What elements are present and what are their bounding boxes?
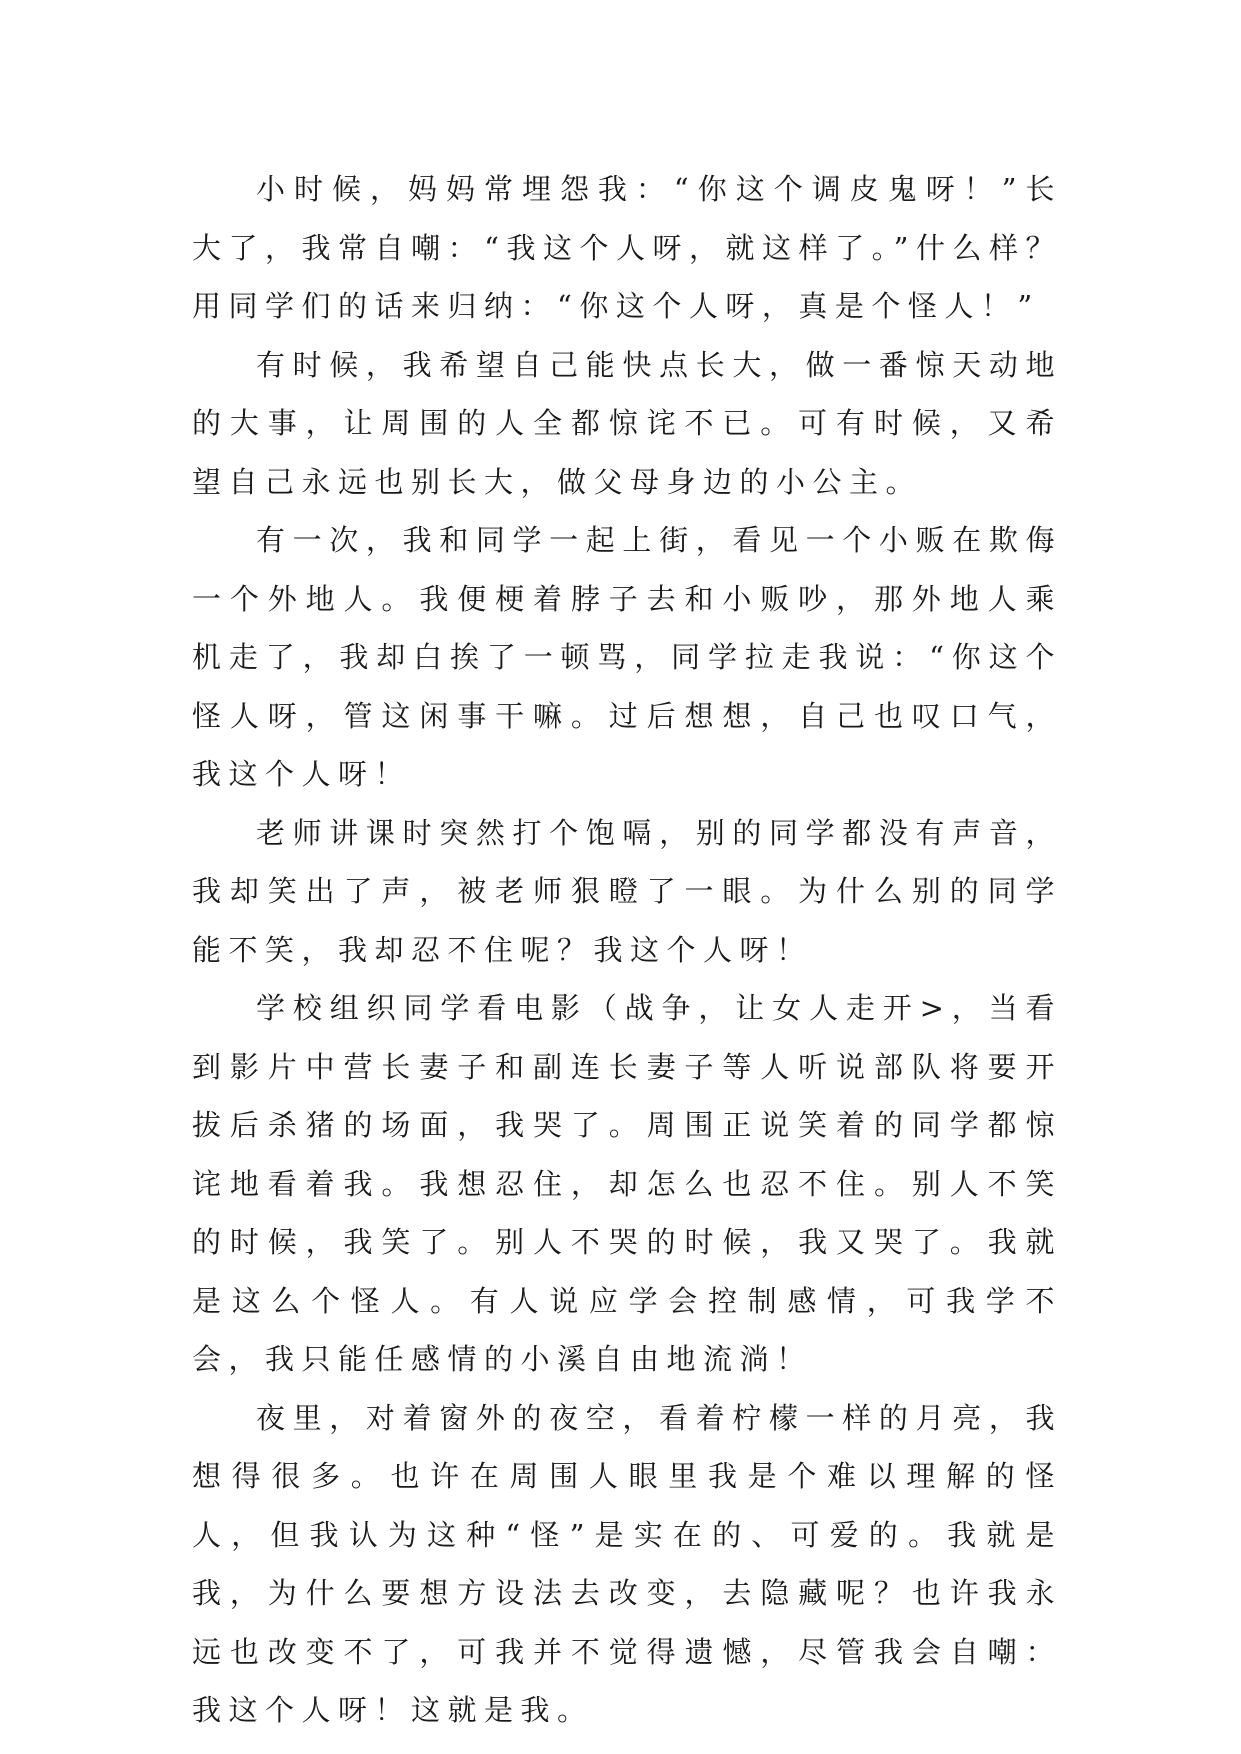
paragraph-5: 学校组织同学看电影（战争，让女人走开>，当看到影片中营长妻子和副连长妻子等人听说部队将要开拔后杀猪的场面，我哭了。周围正说笑着的同学都惊诧地看着我。我想忍住，却怎么也忍不住。别人不笑的时候，我笑了。别人不哭的时候，我又哭了。我就是这么个怪人。有人说应学会控制感情，可我学不会，我只能任感情的小溪自由地流淌！	[192, 991, 1062, 1376]
paragraph-2: 有时候，我希望自己能快点长大，做一番惊天动地的大事，让周围的人全都惊诧不已。可有时候，又希望自己永远也别长大，做父母身边的小公主。	[192, 347, 1062, 499]
essay-body	[192, 160, 1062, 1740]
paragraph-4: 老师讲课时突然打个饱嗝，别的同学都没有声音，我却笑出了声，被老师狠瞪了一眼。为什么别的同学能不笑，我却忍不住呢？我这个人呀！	[192, 815, 1062, 967]
paragraph-6: 夜里，对着窗外的夜空，看着柠檬一样的月亮，我想得很多。也许在周围人眼里我是个难以理解的怪人，但我认为这种“怪”是实在的、可爱的。我就是我，为什么要想方设法去改变，去隐藏呢？也许我永远也改变不了，可我并不觉得遗憾，尽管我会自嘲：我这个人呀！这就是我。	[192, 1400, 1062, 1727]
paragraph-1: 小时候，妈妈常埋怨我：“你这个调皮鬼呀！”长大了，我常自嘲：“我这个人呀，就这样了。”什么样？用同学们的话来归纳：“你这个人呀，真是个怪人！”	[192, 172, 1062, 323]
paragraph-3: 有一次，我和同学一起上街，看见一个小贩在欺侮一个外地人。我便梗着脖子去和小贩吵，那外地人乘机走了，我却白挨了一顿骂，同学拉走我说：“你这个怪人呀，管这闲事干嘛。过后想想，自己也叹口气，我这个人呀！	[192, 523, 1062, 791]
